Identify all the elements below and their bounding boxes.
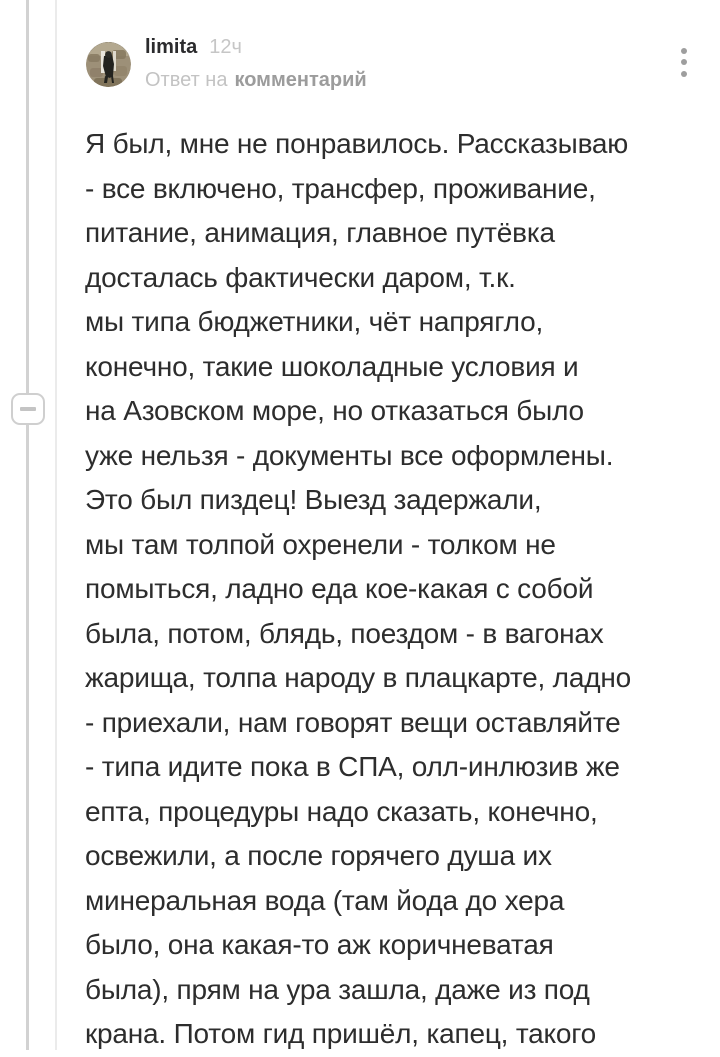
comment-text-line: Это был пиздец! Выезд задержали, (85, 484, 542, 515)
comment-text-line: минеральная вода (там йода до хера (85, 884, 565, 916)
comment-text-line: мы там толпой охренели - толком не (85, 528, 556, 560)
comment-text-line: - приехали, нам говорят вещи оставляйте (85, 706, 621, 738)
minus-icon (20, 407, 36, 411)
comment-text-line: досталась фактически даром, т.к. (85, 261, 516, 293)
reply-reference (145, 69, 367, 92)
comment-text (85, 122, 700, 1057)
comment-text-line: на Азовском море, но отказаться было (85, 395, 584, 426)
username[interactable]: limita (145, 36, 198, 58)
thread-line-level1 (26, 0, 29, 1050)
comment-text-line: мы типа бюджетники, чёт напрягло, (85, 306, 544, 337)
comment-text-line: епта, процедуры надо сказать, конечно, (85, 795, 598, 827)
comment-text-line: - типа идите пока в СПА, олл-инлюзив же (85, 751, 620, 782)
more-options-button[interactable] (672, 42, 696, 82)
avatar-image (86, 42, 131, 87)
comment-text-line: была, потом, блядь, поездом - в вагонах (85, 617, 604, 649)
avatar[interactable] (86, 42, 131, 87)
comment-text-line: уже нельзя - документы все оформлены. (85, 439, 614, 471)
comment-text-line: конечно, такие шоколадные условия и (85, 350, 579, 382)
comment-text-line: освежили, а после горячего душа их (85, 840, 552, 871)
collapse-thread-button[interactable] (11, 393, 45, 425)
comment-text-line: питание, анимация, главное путёвка (85, 217, 555, 248)
comment-text-line: Я был, мне не понравилось. Рассказываю (85, 128, 629, 159)
reply-prefix-label: Ответ на (145, 69, 228, 91)
comment-text-line: - все включено, трансфер, проживание, (85, 172, 596, 204)
comment-text-line: была), прям на ура зашла, даже из под (85, 973, 590, 1005)
comment-text-line: помыться, ладно еда кое-какая с собой (85, 573, 594, 604)
kebab-menu-icon (681, 48, 687, 77)
reply-comment-link[interactable]: комментарий (234, 69, 367, 91)
timestamp: 12ч (209, 36, 242, 58)
comment-text-line: жарища, толпа народу в плацкарте, ладно (85, 662, 631, 693)
thread-line-level2 (55, 0, 57, 1050)
comment-header (145, 36, 242, 59)
comment-text-line: крана. Потом гид пришёл, капец, такого (85, 1018, 597, 1049)
comment-text-line: было, она какая-то аж коричневатая (85, 929, 554, 960)
